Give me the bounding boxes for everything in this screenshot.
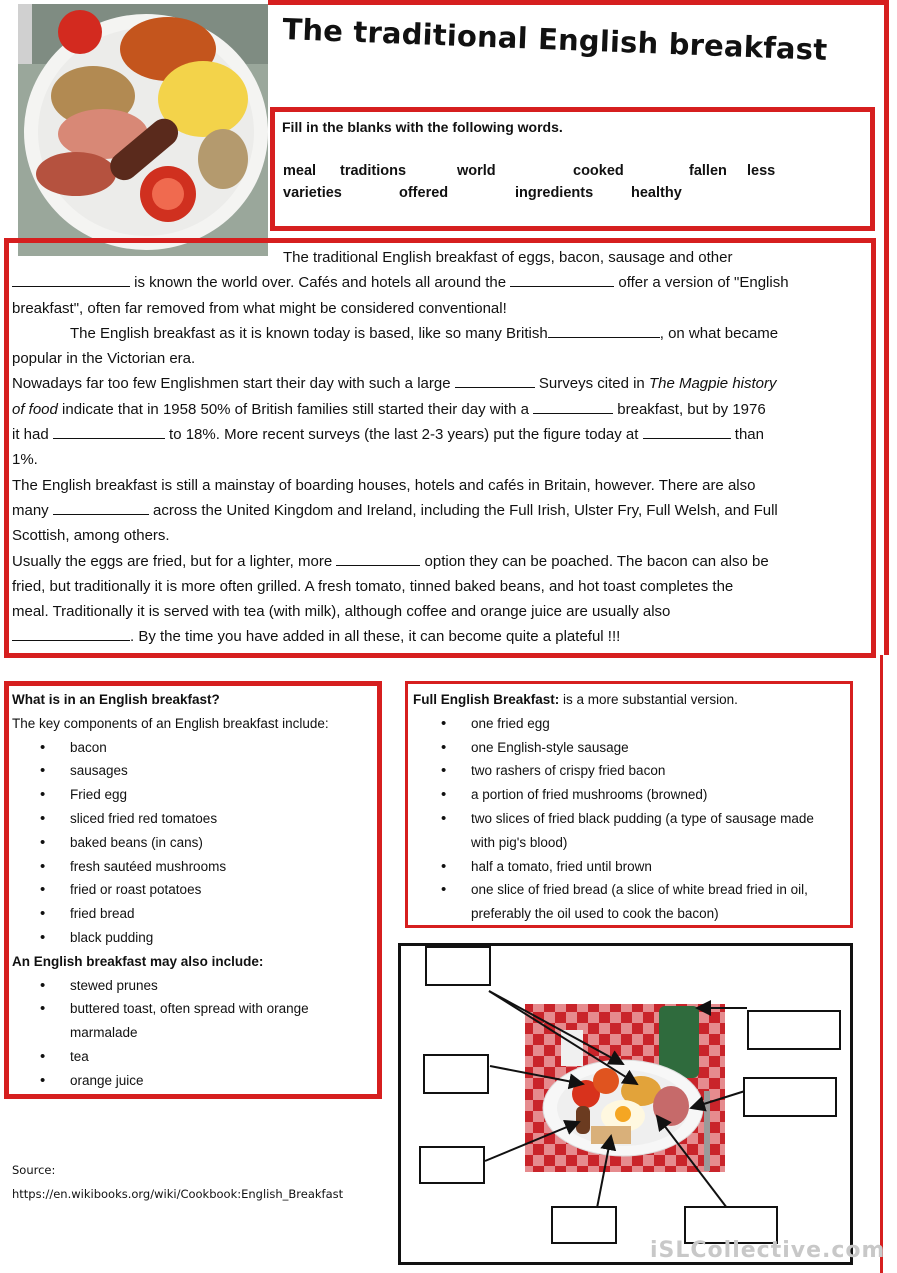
list-item: • baked beans (in cans) bbox=[40, 831, 374, 855]
word-bank-word: ingredients bbox=[515, 185, 594, 201]
list-item: • two slices of fried black pudding (a type of sausage made with pig's blood) bbox=[441, 807, 835, 855]
list-item: • fresh sautéed mushrooms bbox=[40, 855, 374, 879]
list-item: • bacon bbox=[40, 736, 374, 760]
list-item: • one fried egg bbox=[441, 712, 835, 736]
passage-line: The English breakfast is still a mainstay of boarding houses, hotels and cafés in Britain, however. There are also bbox=[12, 476, 756, 494]
passage-line: meal. Traditionally it is served with tea (with milk), although coffee and orange juice are usually also bbox=[12, 603, 671, 621]
answer-blank[interactable] bbox=[455, 374, 535, 388]
diagram-label-box[interactable] bbox=[551, 1206, 617, 1244]
diagram-label-box[interactable] bbox=[747, 1010, 841, 1050]
passage-line: breakfast", often far removed from what might be considered conventional! bbox=[12, 299, 507, 317]
list-item: • half a tomato, fried until brown bbox=[441, 855, 835, 879]
answer-blank[interactable] bbox=[53, 425, 165, 439]
answer-blank[interactable] bbox=[643, 425, 731, 439]
list-item: • a portion of fried mushrooms (browned) bbox=[441, 783, 835, 807]
list-item: • orange juice bbox=[40, 1069, 344, 1093]
cloze-passage bbox=[12, 245, 862, 650]
list-item: • Fried egg bbox=[40, 783, 374, 807]
answer-blank[interactable] bbox=[533, 400, 613, 414]
diagram-label-box[interactable] bbox=[425, 946, 491, 986]
list-item: • one slice of fried bread (a slice of white bread fried in oil, preferably the oil used to cook the bacon) bbox=[441, 878, 835, 926]
list-item: • buttered toast, often spread with orange marmalade bbox=[40, 997, 344, 1045]
passage-line: Usually the eggs are fried, but for a lighter, more option they can be poached. The bacon can also be bbox=[12, 552, 769, 570]
word-bank-word: cooked bbox=[573, 163, 624, 179]
answer-blank[interactable] bbox=[53, 501, 149, 515]
list-item: • black pudding bbox=[40, 926, 374, 950]
word-bank-word: healthy bbox=[631, 185, 682, 201]
right-red-rule bbox=[884, 0, 889, 655]
diagram-label-box[interactable] bbox=[423, 1054, 489, 1094]
word-bank-word: world bbox=[457, 163, 496, 179]
word-bank-word: less bbox=[747, 163, 776, 179]
answer-blank[interactable] bbox=[548, 324, 660, 338]
labelling-diagram bbox=[398, 943, 853, 1265]
passage-line: is known the world over. Cafés and hotels all around the offer a version of "English bbox=[12, 270, 862, 295]
word-bank-word: varieties bbox=[283, 185, 342, 201]
passage-line: fried, but traditionally it is more often grilled. A fresh tomato, tinned baked beans, and hot toast completes the bbox=[12, 577, 734, 595]
passage-line: The English breakfast as it is known today is based, like so many British , on what became bbox=[70, 324, 779, 342]
passage-line: popular in the Victorian era. bbox=[12, 350, 196, 368]
components-heading: What is in an English breakfast? bbox=[12, 692, 220, 707]
components-intro: The key components of an English breakfast include: bbox=[12, 715, 329, 731]
answer-blank[interactable] bbox=[12, 273, 130, 287]
full-english-heading: Full English Breakfast: is a more substantial version. bbox=[413, 692, 738, 707]
list-item: • fried or roast potatoes bbox=[40, 878, 374, 902]
word-bank-word: traditions bbox=[340, 163, 407, 179]
answer-blank[interactable] bbox=[12, 627, 130, 641]
list-item: • one English-style sausage bbox=[441, 736, 835, 760]
list-item: • two rashers of crispy fried bacon bbox=[441, 759, 835, 783]
source-citation bbox=[12, 1158, 392, 1206]
extras-heading: An English breakfast may also include: bbox=[12, 953, 264, 969]
passage-line: 1%. bbox=[12, 451, 38, 469]
components-list bbox=[12, 688, 374, 1093]
passage-line: Nowadays far too few Englishmen start their day with such a large Surveys cited in The Magpie history bbox=[12, 375, 777, 393]
top-red-rule bbox=[268, 0, 888, 5]
diagram-label-box[interactable] bbox=[419, 1146, 485, 1184]
passage-line: of food indicate that in 1958 50% of British families still started their day with a breakfast, but by 1976 bbox=[12, 400, 766, 418]
list-item: • fried bread bbox=[40, 902, 374, 926]
passage-line: . By the time you have added in all these, it can become quite a plateful !!! bbox=[12, 624, 862, 649]
source-label: Source: bbox=[12, 1163, 56, 1177]
passage-line: many across the United Kingdom and Ireland, including the Full Irish, Ulster Fry, Full Welsh, and Full bbox=[12, 501, 778, 519]
list-item: • sausages bbox=[40, 759, 374, 783]
word-bank-word: meal bbox=[283, 163, 317, 179]
word-bank-instruction: Fill in the blanks with the following words. bbox=[282, 119, 563, 135]
source-url: https://en.wikibooks.org/wiki/Cookbook:English_Breakfast bbox=[12, 1187, 344, 1201]
word-bank-word: offered bbox=[399, 185, 449, 201]
passage-line: Scottish, among others. bbox=[12, 527, 170, 545]
answer-blank[interactable] bbox=[336, 552, 420, 566]
watermark: iSLCollective.com bbox=[650, 1238, 886, 1263]
list-item: • sliced fried red tomatoes bbox=[40, 807, 374, 831]
word-bank-word: fallen bbox=[689, 163, 727, 179]
passage-line: it had to 18%. More recent surveys (the last 2-3 years) put the figure today at than bbox=[12, 426, 764, 444]
list-item: • stewed prunes bbox=[40, 974, 344, 998]
page-title: The traditional English breakfast bbox=[281, 12, 828, 67]
breakfast-plate-photo bbox=[18, 4, 268, 256]
right-red-rule-lower bbox=[880, 655, 883, 1273]
list-item: • tea bbox=[40, 1045, 344, 1069]
diagram-label-box[interactable] bbox=[743, 1077, 837, 1117]
full-english-list bbox=[413, 688, 845, 926]
answer-blank[interactable] bbox=[510, 273, 614, 287]
passage-line: The traditional English breakfast of eggs, bacon, sausage and other bbox=[283, 249, 733, 266]
